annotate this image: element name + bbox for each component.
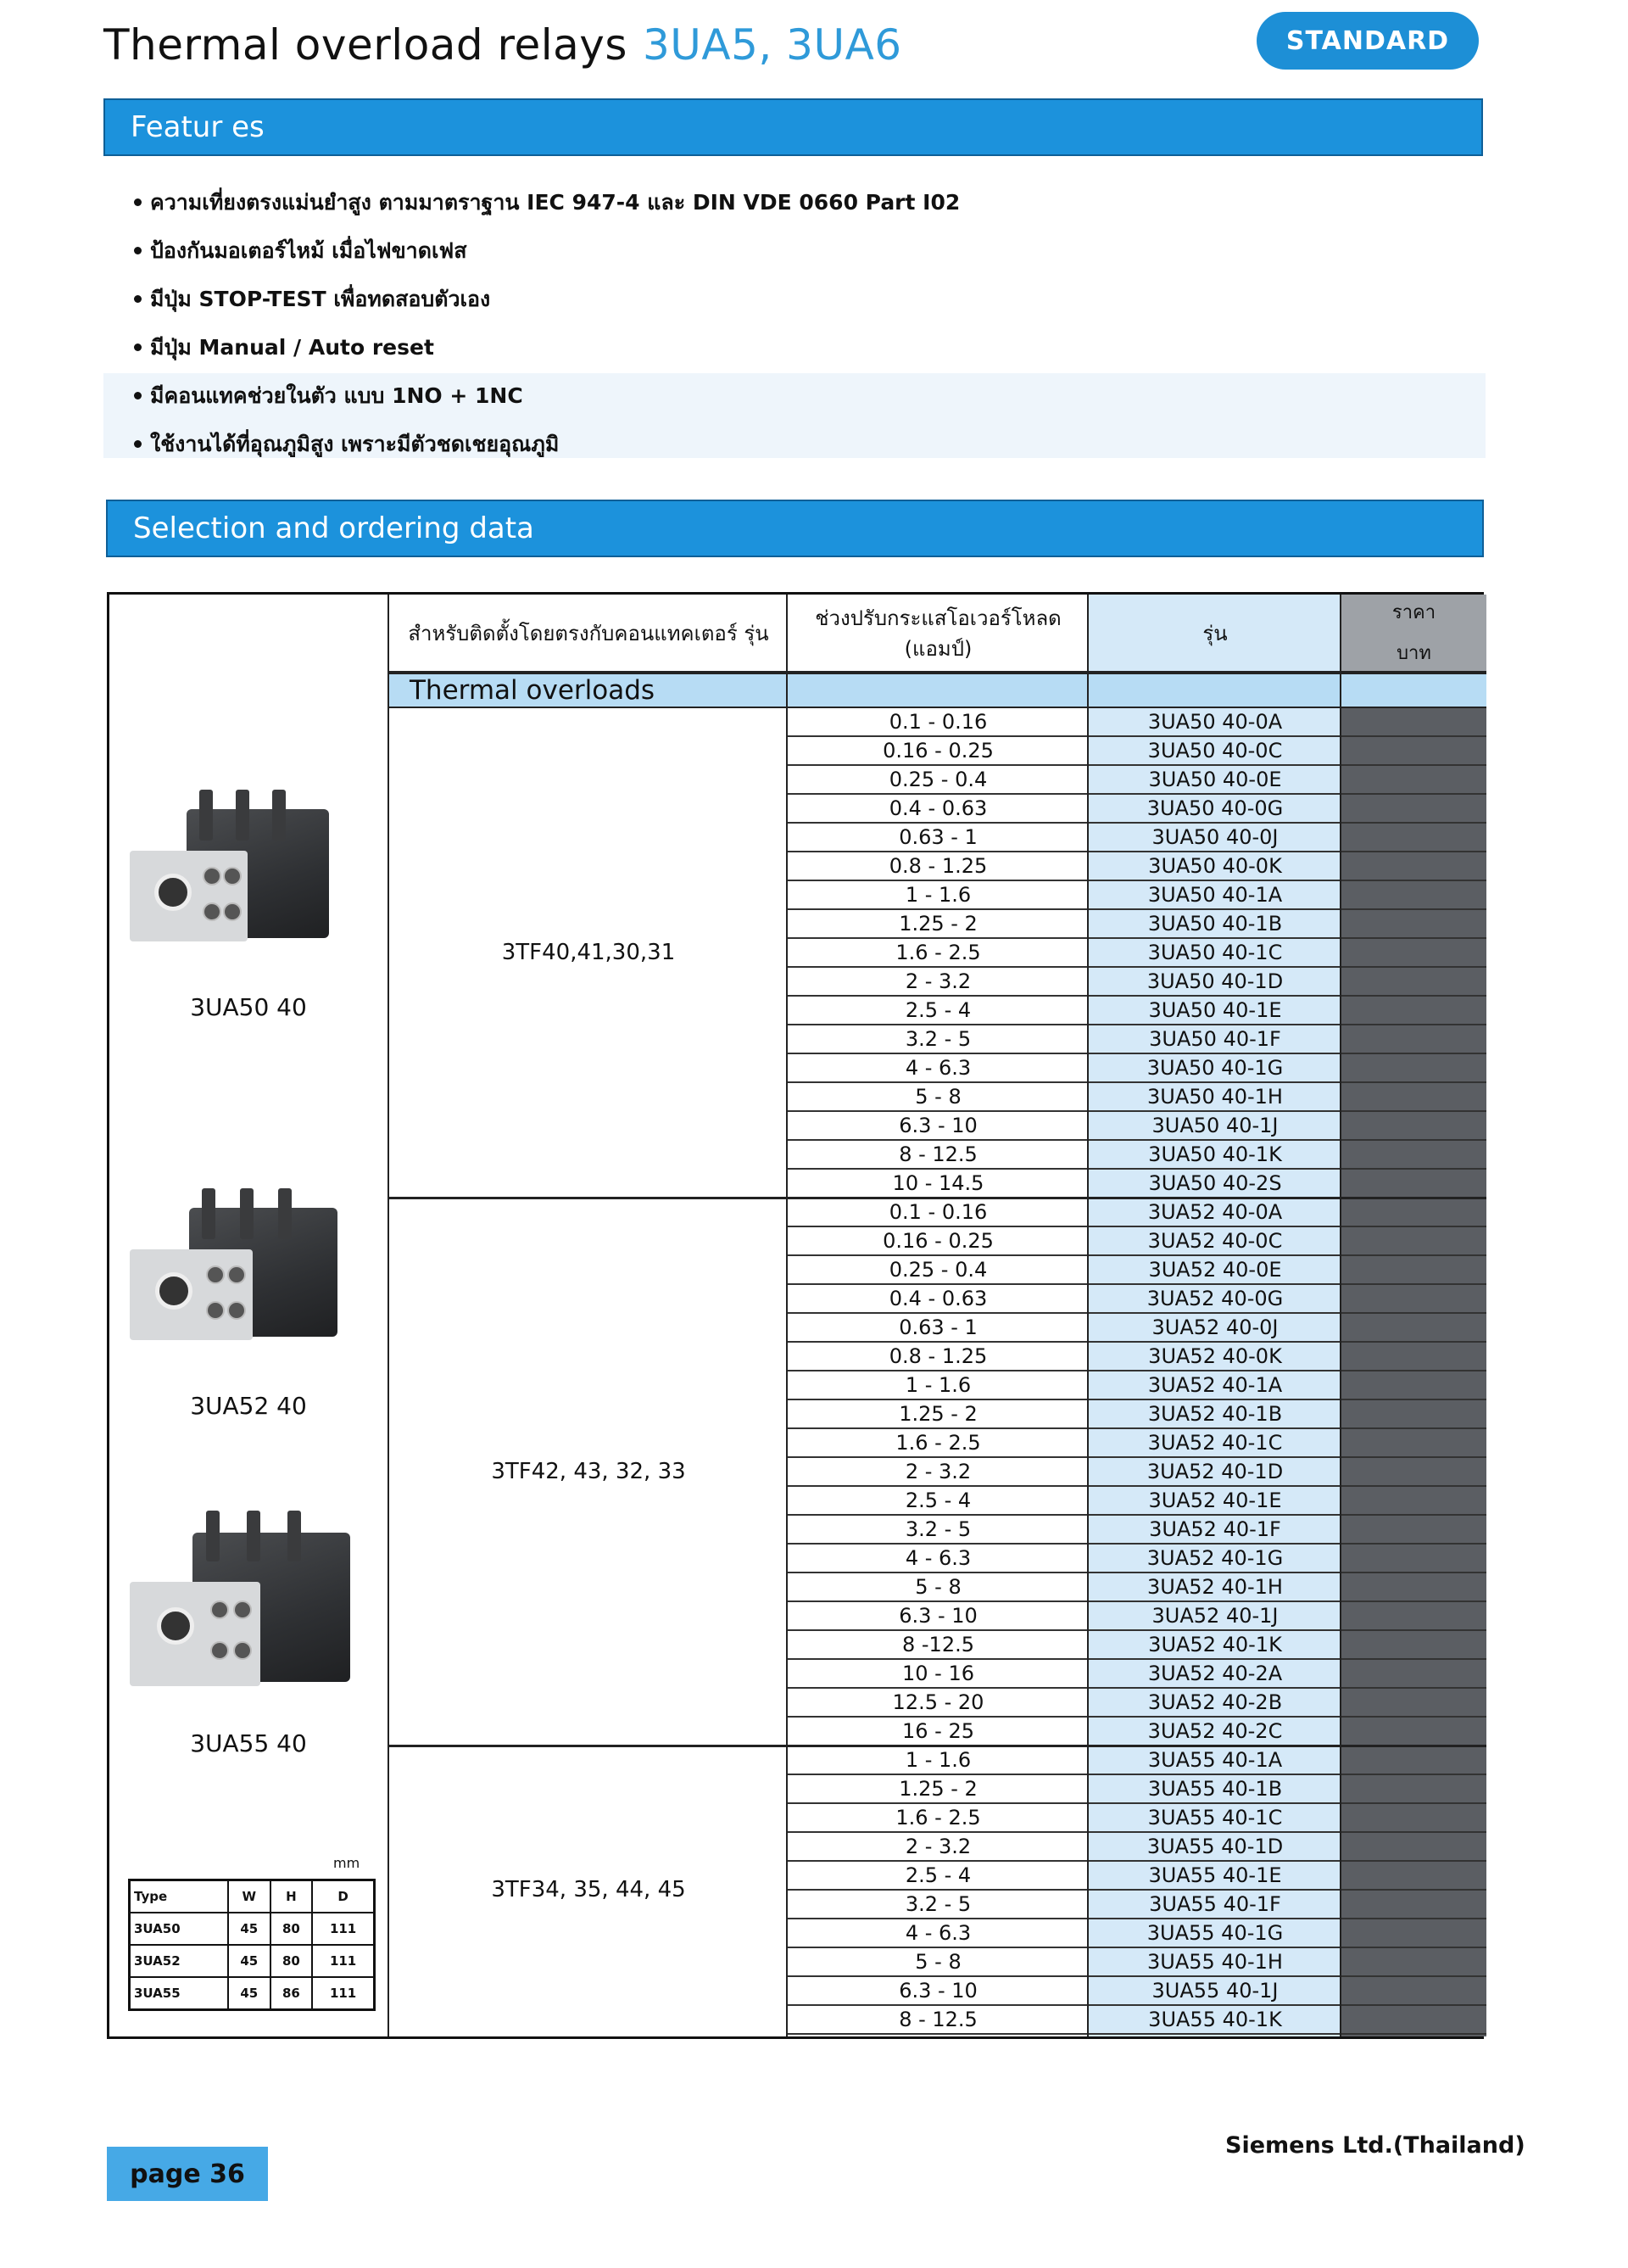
table-row [788,1718,1486,1746]
price-cell [1341,1285,1486,1312]
model-cell: 3UA52 40-1H [1147,1575,1283,1599]
table-row [788,1891,1486,1919]
table-row [788,766,1486,795]
feature-text: มีปุ่ม Manual / Auto reset [150,334,434,360]
current-range-cell: 6.3 - 10 [899,1979,978,2003]
table-row [788,1112,1486,1141]
current-range-cell: 1 - 1.6 [905,883,972,907]
current-range-cell: 1 - 1.6 [905,1748,972,1772]
price-cell [1341,737,1486,764]
price-cell [1341,1948,1486,1975]
model-cell: 3UA50 40-1K [1148,1142,1282,1166]
price-cell [1341,1689,1486,1716]
price-cell [1341,1343,1486,1370]
model-cell: 3UA55 40-1F [1149,1892,1281,1916]
bullet-icon [134,295,142,303]
table-row [788,968,1486,997]
price-cell [1341,1371,1486,1399]
dimension-cell: D [312,1880,374,1913]
table-row [788,1371,1486,1400]
table-row [788,1487,1486,1516]
current-range-cell: 1.25 - 2 [899,1402,978,1426]
model-cell: 3UA50 40-1C [1147,941,1283,964]
table-row [788,1631,1486,1660]
table-row [788,1948,1486,1977]
current-range-cell: 0.63 - 1 [899,1316,978,1339]
table-row [788,852,1486,881]
current-range-cell: 3.2 - 5 [905,1892,972,1916]
table-row [788,1256,1486,1285]
table-row [788,1170,1486,1198]
table-row [788,708,1486,737]
current-range-cell: 0.8 - 1.25 [889,854,988,878]
current-range-cell: 10 - 14.5 [892,1171,984,1195]
model-cell: 3UA55 40-1H [1147,1950,1283,1974]
current-range-cell: 8 -12.5 [902,1633,974,1656]
current-range-cell: 0.16 - 0.25 [883,1229,994,1253]
page-title [103,20,902,70]
price-cell [1341,1602,1486,1629]
price-cell [1341,1804,1486,1831]
model-cell: 3UA55 40-1J [1151,1979,1279,2003]
model-cell: 3UA52 40-1C [1147,1431,1283,1455]
price-cell [1341,1545,1486,1572]
divider [1340,595,1341,2036]
current-range-cell: 8 - 12.5 [899,2008,978,2031]
dimension-cell: 45 [228,1913,270,1945]
dimension-cell: 3UA50 [130,1913,229,1945]
dimension-cell: 86 [270,1977,313,2010]
divider [786,595,788,2036]
current-range-cell: 4 - 6.3 [905,1921,972,1945]
price-cell [1341,1862,1486,1889]
model-cell: 3UA50 40-1F [1149,1027,1281,1051]
dimension-cell: 80 [270,1913,313,1945]
current-range-cell: 2 - 3.2 [905,1835,972,1858]
thermal-overloads-subheading: Thermal overloads [389,673,1486,708]
relay-product-image [130,1511,354,1697]
price-header-line2: บาท [1397,643,1431,664]
dimensions-unit: mm [333,1855,360,1871]
model-cell: 3UA52 40-2C [1147,1719,1283,1743]
current-range-cell: 2.5 - 4 [905,1863,972,1887]
relay-product-image [130,790,333,951]
current-range-cell: 1.6 - 2.5 [895,1431,981,1455]
table-row [788,1573,1486,1602]
table-row [788,1285,1486,1314]
price-cell [1341,708,1486,735]
price-cell [1341,1141,1486,1168]
price-cell [1341,1775,1486,1802]
current-range-cell: 4 - 6.3 [905,1546,972,1570]
price-cell [1341,1487,1486,1514]
current-range-cell: 0.8 - 1.25 [889,1344,988,1368]
table-row [788,1746,1486,1775]
price-cell [1341,1573,1486,1600]
dimensions-table [128,1879,376,2011]
current-range-cell: 0.4 - 0.63 [889,796,988,820]
dimension-cell: 45 [228,1945,270,1977]
range-header-line2: (แอมป์) [904,637,973,661]
model-cell: 3UA52 40-1J [1151,1604,1279,1628]
current-range-cell: 2.5 - 4 [905,1489,972,1512]
table-row [788,910,1486,939]
current-range-cell: 5 - 8 [915,1950,962,1974]
page-title-models: 3UA5, 3UA6 [642,20,902,70]
dimension-cell: 111 [312,1913,374,1945]
contactor-group-label: 3TF34, 35, 44, 45 [491,1877,686,1902]
model-cell: 3UA50 40-1J [1151,1114,1279,1137]
model-cell: 3UA55 40-1A [1147,1748,1283,1772]
model-cell: 3UA52 40-0K [1148,1344,1282,1368]
dimension-row [130,1945,375,1977]
model-cell: 3UA50 40-1G [1146,1056,1284,1080]
feature-text: มีปุ่ม STOP-TEST เพื่อทดสอบตัวเอง [150,286,491,311]
current-range-cell: 8 - 12.5 [899,1142,978,1166]
dimension-cell: 45 [228,1977,270,2010]
table-row [788,795,1486,824]
table-row [788,1227,1486,1256]
range-header-line1: ช่วงปรับกระแสโอเวอร์โหลด [815,606,1062,630]
current-range-cell: 1 - 1.6 [905,1373,972,1397]
model-cell: 3UA50 40-1E [1148,998,1282,1022]
bullet-icon [134,247,142,254]
model-cell: 3UA52 40-1A [1147,1373,1283,1397]
model-cell: 3UA50 40-0E [1148,768,1282,791]
table-row [788,1775,1486,1804]
table-row [788,939,1486,968]
table-row [788,997,1486,1025]
model-cell: 3UA52 40-1D [1146,1460,1284,1483]
table-row [788,1314,1486,1343]
current-range-cell: 1.25 - 2 [899,1777,978,1801]
feature-item [134,323,1457,371]
price-cell [1341,1660,1486,1687]
table-row [788,1458,1486,1487]
feature-text: ใช้งานได้ที่อุณภูมิสูง เพราะมีตัวชดเชยอุณภูมิ [150,431,560,456]
price-cell [1341,766,1486,793]
dimension-row [130,1913,375,1945]
model-cell: 3UA50 40-0A [1147,710,1283,734]
model-cell: 3UA52 40-1K [1148,1633,1282,1656]
current-range-cell: 0.4 - 0.63 [889,1287,988,1310]
model-cell: 3UA50 40-0G [1146,796,1284,820]
model-cell: 3UA50 40-0K [1148,854,1282,878]
current-range-cell: 0.63 - 1 [899,825,978,849]
dimension-cell: 3UA52 [130,1945,229,1977]
model-cell: 3UA52 40-1G [1146,1546,1284,1570]
model-cell: 3UA52 40-1F [1149,1517,1281,1541]
price-cell [1341,795,1486,822]
dimension-cell: 111 [312,1945,374,1977]
current-range-cell: 5 - 8 [915,1085,962,1109]
product-label: 3UA52 40 [190,1392,307,1420]
model-cell: 3UA52 40-0E [1148,1258,1282,1282]
price-cell [1341,1256,1486,1283]
current-range-cell: 6.3 - 10 [899,1114,978,1137]
current-range-cell: 0.25 - 0.4 [889,1258,988,1282]
current-range-cell: 2.5 - 4 [905,998,972,1022]
dimension-cell: W [228,1880,270,1913]
price-cell [1341,1170,1486,1197]
table-row [788,2006,1486,2035]
table-row [788,1054,1486,1083]
current-range-cell: 6.3 - 10 [899,1604,978,1628]
relay-product-image [130,1188,342,1349]
price-cell [1341,910,1486,937]
table-row [788,1545,1486,1573]
table-row [788,1343,1486,1371]
price-cell [1341,1054,1486,1081]
table-row [788,1429,1486,1458]
dimension-row [130,1977,375,2010]
table-row [788,1198,1486,1227]
table-row [788,1804,1486,1833]
model-cell: 3UA52 40-1E [1148,1489,1282,1512]
model-cell: 3UA50 40-0J [1151,825,1279,849]
price-cell [1341,1025,1486,1053]
model-cell: 3UA52 40-0A [1147,1200,1283,1224]
price-cell [1341,1112,1486,1139]
bullet-icon [134,198,142,206]
dimension-cell: 80 [270,1945,313,1977]
price-cell [1341,1718,1486,1745]
model-cell: 3UA55 40-1B [1147,1777,1283,1801]
table-row [788,737,1486,766]
price-cell [1341,1891,1486,1918]
product-label: 3UA55 40 [190,1729,307,1757]
bullet-icon [134,344,142,351]
table-row [788,1516,1486,1545]
price-cell [1341,881,1486,908]
page-title-text: Thermal overload relays [103,20,627,70]
price-cell [1341,1746,1486,1774]
price-cell [1341,824,1486,851]
feature-text: มีคอนแทคช่วยในตัว แบบ 1NO + 1NC [150,383,523,408]
feature-item [134,178,1457,226]
model-cell: 3UA52 40-0G [1146,1287,1284,1310]
feature-item [134,420,1457,468]
feature-item [134,226,1457,275]
price-cell [1341,1977,1486,2004]
model-cell: 3UA52 40-0C [1147,1229,1283,1253]
model-cell: 3UA52 40-1B [1147,1402,1283,1426]
model-cell: 3UA55 40-1G [1146,1921,1284,1945]
group-divider [389,1745,1486,1747]
group-divider [389,1197,1486,1199]
price-cell [1341,1083,1486,1110]
price-cell [1341,1400,1486,1427]
table-row [788,881,1486,910]
table-row [788,1660,1486,1689]
price-cell [1341,1429,1486,1456]
table-row [788,1025,1486,1054]
current-range-cell: 4 - 6.3 [905,1056,972,1080]
price-cell [1341,939,1486,966]
table-row [788,1862,1486,1891]
selection-heading: Selection and ordering data [106,500,1484,557]
price-cell [1341,997,1486,1024]
current-range-cell: 1.6 - 2.5 [895,941,981,964]
price-cell [1341,1227,1486,1254]
contactor-group-label: 3TF42, 43, 32, 33 [491,1459,686,1484]
price-cell [1341,1198,1486,1226]
current-range-cell: 0.1 - 0.16 [889,1200,988,1224]
model-cell: 3UA50 40-0C [1147,739,1283,763]
price-cell [1341,1631,1486,1658]
current-range-cell: 12.5 - 20 [892,1690,984,1714]
model-cell: 3UA52 40-0J [1151,1316,1279,1339]
features-list [134,178,1457,468]
table-row [788,1141,1486,1170]
dimension-cell: Type [130,1880,229,1913]
ordering-table [107,592,1484,2039]
bullet-icon [134,440,142,448]
model-cell: 3UA55 40-1K [1148,2008,1282,2031]
features-heading: Featur es [103,98,1483,156]
current-range-cell: 2 - 3.2 [905,1460,972,1483]
table-row [788,1977,1486,2006]
current-range-cell: 5 - 8 [915,1575,962,1599]
table-row [788,1919,1486,1948]
price-cell [1341,1458,1486,1485]
price-cell [1341,1516,1486,1543]
contactor-column-header: สำหรับติดตั้งโดยตรงกับคอนแทคเตอร์ รุ่น [408,622,769,645]
price-cell [1341,1919,1486,1947]
current-range-cell: 0.25 - 0.4 [889,768,988,791]
dimension-cell: H [270,1880,313,1913]
dimension-cell: 3UA55 [130,1977,229,2010]
current-range-cell: 0.1 - 0.16 [889,710,988,734]
dimension-cell: 111 [312,1977,374,2010]
feature-text: ความเที่ยงตรงแม่นยำสูง ตามมาตราฐาน IEC 947-4 และ DIN VDE 0660 Part I02 [150,189,961,215]
model-cell: 3UA50 40-1A [1147,883,1283,907]
model-column-header: รุ่น [1202,622,1228,645]
current-range-cell: 2 - 3.2 [905,969,972,993]
price-cell [1341,968,1486,995]
model-cell: 3UA55 40-1C [1147,1806,1283,1829]
contactor-group-label: 3TF40,41,30,31 [501,940,676,965]
price-cell [1341,1833,1486,1860]
current-range-cell: 1.6 - 2.5 [895,1806,981,1829]
table-row [788,1689,1486,1718]
table-row [788,1400,1486,1429]
model-cell: 3UA50 40-1H [1147,1085,1283,1109]
price-cell [1341,1314,1486,1341]
product-label: 3UA50 40 [190,993,307,1021]
model-cell: 3UA50 40-1B [1147,912,1283,936]
header-divider [389,671,1486,673]
feature-text: ป้องกันมอเตอร์ไหม้ เมื่อไฟขาดเฟส [150,237,467,263]
table-row [788,824,1486,852]
dimension-header-row [130,1880,375,1913]
current-range-cell: 3.2 - 5 [905,1517,972,1541]
price-column-header [1341,595,1486,673]
page-number: page 36 [107,2147,268,2201]
feature-item [134,275,1457,323]
model-cell: 3UA52 40-2A [1147,1662,1283,1685]
model-cell: 3UA50 40-2S [1148,1171,1282,1195]
current-range-cell: 10 - 16 [902,1662,974,1685]
price-header-line1: ราคา [1391,601,1436,623]
divider [387,595,389,2036]
current-range-cell: 1.25 - 2 [899,912,978,936]
model-cell: 3UA50 40-1D [1146,969,1284,993]
current-range-cell: 16 - 25 [902,1719,974,1743]
current-range-cell: 3.2 - 5 [905,1027,972,1051]
table-row [788,1833,1486,1862]
table-row [788,1083,1486,1112]
bullet-icon [134,392,142,399]
price-cell [1341,2006,1486,2033]
range-column-header [788,595,1089,673]
model-cell: 3UA55 40-1E [1148,1863,1282,1887]
divider [1087,595,1089,2036]
feature-item [134,371,1457,420]
model-cell: 3UA52 40-2B [1147,1690,1283,1714]
table-row [788,1602,1486,1631]
standard-badge: STANDARD [1257,12,1479,70]
price-cell [1341,852,1486,880]
current-range-cell: 0.16 - 0.25 [883,739,994,763]
model-cell: 3UA55 40-1D [1146,1835,1284,1858]
company-name: Siemens Ltd.(Thailand) [1225,2132,1525,2159]
